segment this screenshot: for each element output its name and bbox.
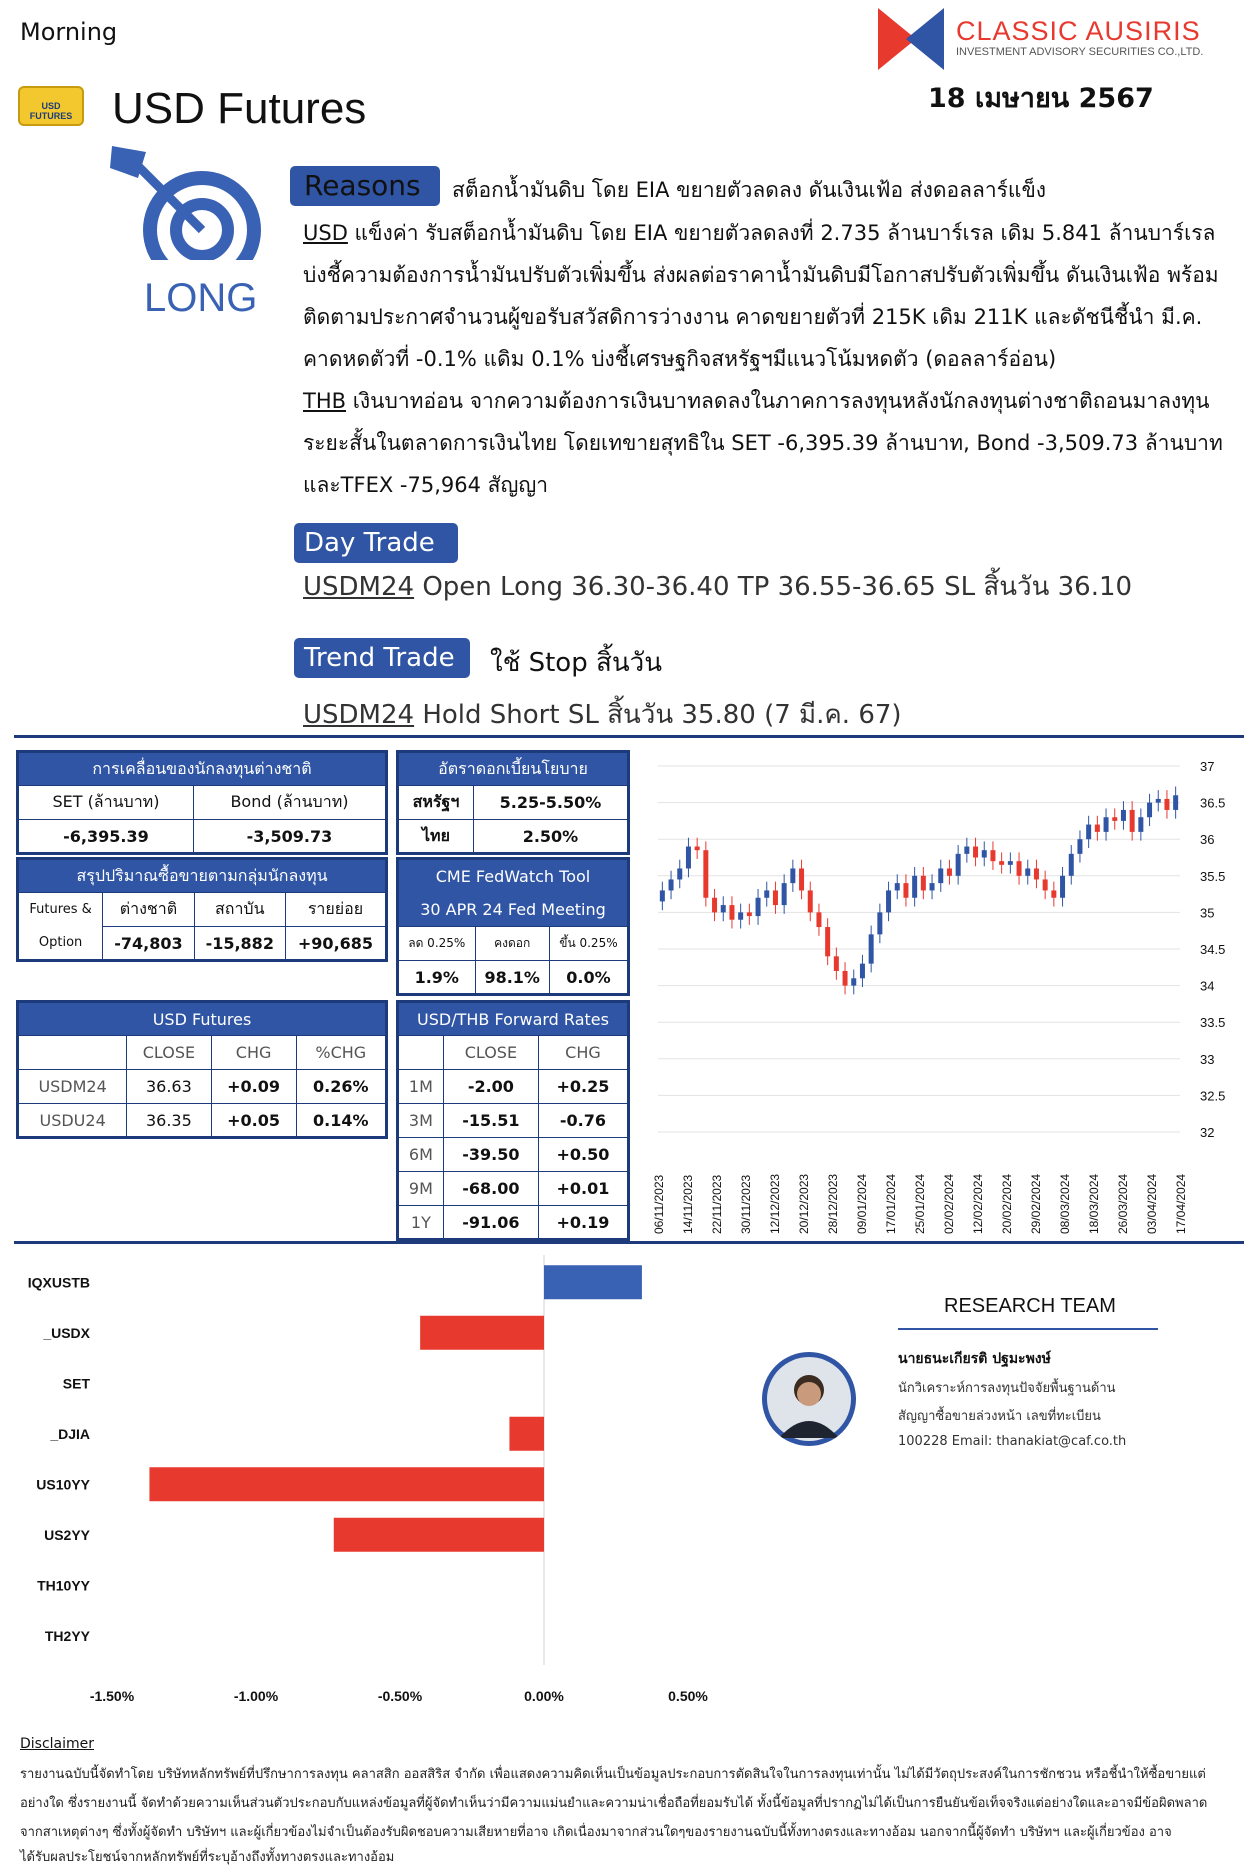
candle-body [1069,854,1074,876]
foreign-flow-set: -6,395.39 [18,820,194,854]
bar [420,1316,544,1350]
candle-body [712,898,717,913]
forward-title: USD/THB Forward Rates [398,1002,629,1036]
thb-reason-line3: และTFEX -75,964 สัญญา [303,473,549,497]
y-tick-label: 33.5 [1200,1015,1226,1031]
forward-tenor: 6M [398,1138,444,1172]
candle-body [1051,890,1056,897]
usd-futures-pct: 0.26% [296,1070,386,1104]
candle-body [877,912,882,934]
category-label: _DJIA [50,1425,90,1442]
category-label: IQXUSTB [27,1274,90,1291]
x-tick-label: 0.50% [668,1688,708,1704]
x-tick-label: 26/03/2024 [1116,1173,1130,1234]
usd-futures-col-close: CLOSE [127,1036,211,1070]
candle-body [843,971,848,986]
thb-reason-line1 [303,380,1209,422]
analyst-avatar [762,1352,856,1446]
candle-body [1095,825,1100,832]
y-tick-label: 33 [1200,1051,1215,1067]
investor-col-inst: สถาบัน [194,893,285,927]
x-tick-label: 14/11/2023 [681,1174,695,1234]
table-row [18,1104,387,1138]
usd-futures-col-chg: CHG [211,1036,296,1070]
investor-col-foreign: ต่างชาติ [103,893,194,927]
y-tick-label: 37 [1200,759,1215,774]
candle-body [999,861,1004,865]
forward-rates-table [396,1000,630,1241]
trend-trade-note: ใช้ Stop สิ้นวัน [490,648,662,678]
forward-tenor: 1M [398,1070,444,1104]
target-icon [92,142,282,282]
x-tick-label: 17/04/2024 [1174,1173,1188,1234]
thb-key: THB [303,389,347,413]
usd-futures-chg: +0.09 [211,1070,296,1104]
usd-futures-sym: USDM24 [18,1070,127,1104]
candle-body [956,854,961,876]
analyst-contact: 100228 Email: thanakiat@caf.co.th [898,1434,1127,1449]
x-tick-label: 08/03/2024 [1058,1173,1072,1234]
candle-body [912,876,917,898]
disclaimer-line4: ได้รับผลประโยชน์จากหลักทรัพย์ที่ระบุอ้างถึงทั้งทางตรงและทางอ้อม [20,1850,395,1865]
usd-reason-line1 [303,212,1215,254]
usd-futures-sym: USDU24 [18,1104,127,1138]
candle-body [1112,817,1117,821]
y-tick-label: 36.5 [1200,795,1226,811]
candle-body [782,883,787,905]
x-tick-label: 20/02/2024 [1000,1173,1014,1234]
forward-tenor: 3M [398,1104,444,1138]
investor-summary-title: สรุปปริมาณซื้อขายตามกลุ่มนักลงทุน [18,859,387,893]
usd-futures-title: USD Futures [18,1002,387,1036]
category-label: US2YY [44,1526,90,1543]
x-tick-label: -1.00% [233,1688,279,1704]
foreign-flow-col-bond: Bond (ล้านบาท) [193,786,386,820]
research-underline [898,1328,1158,1330]
foreign-flow-table [16,750,388,855]
investor-foreign: -74,803 [103,927,194,961]
forward-close: -15.51 [443,1104,538,1138]
foreign-flow-col-set: SET (ล้านบาท) [18,786,194,820]
reasons-headline: สต็อกน้ำมันดิบ โดย EIA ขยายตัวลดลง ดันเงินเฟ้อ ส่งดอลลาร์แข็ง [452,178,1047,202]
candle-body [695,847,700,851]
table-row [398,1172,629,1206]
fedwatch-col-hold: คงดอก [475,927,549,961]
candle-body [825,927,830,956]
fedwatch-col-cut: ลด 0.25% [398,927,476,961]
foreign-flow-bond: -3,509.73 [193,820,386,854]
y-tick-label: 36 [1200,832,1215,848]
day-trade-line [303,566,1132,607]
candle-body [1077,839,1082,854]
forward-chg: +0.19 [538,1206,628,1240]
x-tick-label: -1.50% [89,1688,135,1704]
forward-chg: +0.25 [538,1070,628,1104]
candle-body [903,883,908,898]
usd-futures-close: 36.35 [127,1104,211,1138]
candle-body [1043,879,1048,890]
bar [149,1467,544,1501]
x-tick-label: 12/02/2024 [971,1173,985,1234]
candle-body [808,890,813,912]
x-tick-label: 02/02/2024 [942,1173,956,1234]
x-tick-label: 17/01/2024 [884,1173,898,1234]
day-trade-text: Open Long 36.30-36.40 TP 36.55-36.65 SL สิ้นวัน 36.10 [414,572,1133,602]
x-tick-label: 28/12/2023 [826,1173,840,1234]
x-tick-label: 06/11/2023 [652,1174,666,1234]
bar [334,1518,544,1552]
foreign-flow-title: การเคลื่อนของนักลงทุนต่างชาติ [18,752,387,786]
policy-rate-us-label: สหรัฐฯ [398,786,474,820]
candle-body [764,890,769,897]
table-row [398,1206,629,1240]
day-trade-symbol: USDM24 [303,572,415,602]
candle-body [1121,810,1126,821]
usd-futures-logo [18,86,84,126]
usd-futures-pct: 0.14% [296,1104,386,1138]
morning-label: Morning [20,18,118,46]
bar [544,1265,642,1299]
divider-top [14,735,1244,738]
usd-text-1: แข็งค่า รับสต็อกน้ำมันดิบ โดย EIA ขยายตัวลดลงที่ 2.735 ล้านบาร์เรล เดิม 5.841 ล้านบาร์เรล [347,221,1216,245]
candle-body [1017,861,1022,876]
candle-body [886,890,891,912]
table-row [18,1070,387,1104]
policy-rate-title: อัตราดอกเบี้ยนโยบาย [398,752,629,786]
candle-body [790,868,795,883]
disclaimer-title: Disclaimer [20,1736,95,1752]
candle-body [860,964,865,979]
usd-key: USD [303,221,348,245]
forward-chg: -0.76 [538,1104,628,1138]
candle-body [964,847,969,854]
candle-body [703,850,708,898]
investor-row-label-2: Option [18,927,103,961]
candle-body [756,898,761,916]
forward-chg: +0.50 [538,1138,628,1172]
candle-body [990,850,995,861]
category-label: SET [62,1375,90,1392]
candle-body [1025,868,1030,875]
x-tick-label: 22/11/2023 [710,1174,724,1234]
trend-trade-line [303,694,902,735]
x-tick-label: 25/01/2024 [913,1173,927,1234]
person-icon [762,1352,856,1446]
usdthb-candlestick-chart [650,748,1250,1238]
y-tick-label: 32.5 [1200,1088,1226,1104]
forward-tenor: 9M [398,1172,444,1206]
investor-row-label-1: Futures & [18,893,103,927]
candle-body [738,912,743,919]
y-tick-label: 32 [1200,1125,1215,1140]
candle-body [1130,810,1135,832]
brand-logo [876,6,946,72]
analyst-role: นักวิเคราะห์การลงทุนปัจจัยพื้นฐานด้าน [898,1381,1116,1396]
category-label: TH2YY [44,1627,90,1644]
analyst-name: นายธนะเกียรติ ปฐมะพงษ์ [898,1351,1051,1367]
candle-body [1173,795,1178,810]
page-title: USD Futures [112,84,367,133]
thb-reason-line2: ระยะสั้นในตลาดการเงินไทย โดยเทขายสุทธิใน SET -6,395.39 ล้านบาท, Bond -3,509.73 ล้านบาท [303,431,1223,455]
fedwatch-col-hike: ขึ้น 0.25% [549,927,628,961]
investor-inst: -15,882 [194,927,285,961]
candle-body [947,868,952,875]
candle-body [669,879,674,890]
brand-subtitle: INVESTMENT ADVISORY SECURITIES CO.,LTD. [956,46,1204,58]
candle-body [973,847,978,858]
candle-body [869,934,874,963]
candle-body [686,847,691,869]
trend-trade-symbol: USDM24 [303,700,415,730]
table-row [398,1138,629,1172]
fedwatch-cut: 1.9% [398,961,476,995]
candle-body [1104,817,1109,832]
candle-body [660,890,665,901]
candle-body [938,868,943,883]
y-tick-label: 34.5 [1200,942,1226,957]
bar [509,1417,544,1451]
investor-retail: +90,685 [285,927,386,961]
candle-body [1060,876,1065,898]
candle-body [921,876,926,891]
forward-col-close: CLOSE [443,1036,538,1070]
candle-body [1138,817,1143,832]
candle-body [816,912,821,927]
forward-col-blank [398,1036,444,1070]
x-tick-label: 09/01/2024 [855,1173,869,1234]
y-tick-label: 35.5 [1200,868,1226,884]
trend-trade-text: Hold Short SL สิ้นวัน 35.80 (7 มี.ค. 67) [414,700,902,730]
fedwatch-hold: 98.1% [475,961,549,995]
fedwatch-hike: 0.0% [549,961,628,995]
investor-col-retail: รายย่อย [285,893,386,927]
usd-reason-line3: ติดตามประกาศจำนวนผู้ขอรับสวัสดิการว่างงาน คาดขยายตัวที่ 215K เดิม 211K และดัชนีชี้นำ มี.ค. [303,305,1203,329]
thb-text-1: เงินบาทอ่อน จากความต้องการเงินบาทลดลงในภาคการลงทุนหลังนักลงทุนต่างชาติถอนมาลงทุน [346,389,1210,413]
candle-body [721,905,726,912]
fedwatch-meeting: 30 APR 24 Fed Meeting [398,893,629,927]
brand-logo-icon [876,6,946,72]
fedwatch-title: CME FedWatch Tool [398,859,629,893]
candle-body [834,956,839,971]
analyst-license: สัญญาซื้อขายล่วงหน้า เลขที่ทะเบียน [898,1409,1101,1424]
candle-body [799,868,804,890]
reasons-tag: Reasons [290,166,440,206]
x-tick-label: 18/03/2024 [1087,1173,1101,1234]
research-title: RESEARCH TEAM [944,1295,1116,1317]
x-tick-label: 29/02/2024 [1029,1173,1043,1234]
brand-name: CLASSIC AUSIRIS [956,16,1201,46]
report-date: 18 เมษายน 2567 [928,83,1154,114]
candle-body [729,905,734,920]
x-tick-label: 30/11/2023 [739,1174,753,1234]
x-tick-label: 20/12/2023 [797,1173,811,1234]
forward-close: -68.00 [443,1172,538,1206]
forward-tenor: 1Y [398,1206,444,1240]
forward-close: -91.06 [443,1206,538,1240]
policy-rate-th-label: ไทย [398,820,474,854]
candle-body [1156,799,1161,803]
x-tick-label: 03/04/2024 [1145,1173,1159,1234]
disclaimer-line2: อย่างใด ซึ่งรายงานนี้ จัดทำด้วยความเห็นส่วนตัวประกอบกับแหล่งข้อมูลที่ผู้จัดทำเห็นว่ามีความแม่นยำและความน่าเชื่อถือที่ยอมรับได้ ทั้งนี้ข้อมูลที่ปรากฏไม่ได้เป็นการยืนยันข้อเท็จจริงแต่อย่างใดและอาจมีข้อผิดพลาด [20,1796,1208,1811]
trend-trade-tag: Trend Trade [294,638,470,678]
forward-close: -2.00 [443,1070,538,1104]
candle-body [677,868,682,879]
usd-futures-table [16,1000,388,1139]
x-tick-label: -0.50% [377,1688,423,1704]
usd-reason-line2: บ่งชี้ความต้องการน้ำมันปรับตัวเพิ่มขึ้น ส่งผลต่อราคาน้ำมันดิบมีโอกาสปรับตัวเพิ่มขึ้น ดันเงินเฟ้อ พร้อม [303,263,1219,287]
forward-col-chg: CHG [538,1036,628,1070]
candle-body [773,890,778,905]
category-label: US10YY [36,1476,90,1493]
signal-label: LONG [144,276,258,320]
category-label: TH10YY [37,1577,90,1594]
table-row [398,1104,629,1138]
y-tick-label: 35 [1200,905,1215,921]
category-label: _USDX [43,1324,90,1341]
usd-futures-col-pct: %CHG [296,1036,386,1070]
candle-body [1147,803,1152,818]
candle-body [1164,799,1169,810]
day-trade-tag: Day Trade [294,523,458,563]
forward-chg: +0.01 [538,1172,628,1206]
candle-body [895,883,900,890]
disclaimer-line1: รายงานฉบับนี้จัดทำโดย บริษัทหลักทรัพย์ที่ปรึกษาการลงทุน คลาสสิก ออสสิริส จำกัด เพื่อแสดงความคิดเห็นเป็นข้อมูลประกอบการตัดสินใจในการลงทุนเท่านั้น ไม่ได้มีวัตถุประสงค์ในการชักชวน หรือชี้นำให้ซื้อขายแต่ [20,1767,1206,1782]
policy-rate-us: 5.25-5.50% [473,786,628,820]
disclaimer-line3: จากสาเหตุต่างๆ ซึ่งทั้งผู้จัดทำ บริษัทฯ และผู้เกี่ยวข้องไม่จำเป็นต้องรับผิดชอบความเสียหายที่อาจ เกิดเนื่องมาจากส่วนใดๆของรายงานฉบับนี้ทั้งทางตรงและทางอ้อม นอกจากนี้ผู้จัดทำ บริษัทฯ และผู้เกี่ยวข้อง อาจ [20,1825,1172,1840]
candle-body [982,850,987,857]
usd-reason-line4: คาดหดตัวที่ -0.1% แดิม 0.1% บ่งชี้เศรษฐกิจสหรัฐฯมีแนวโน้มหดตัว (ดอลลาร์อ่อน) [303,347,1057,371]
table-row [398,1070,629,1104]
market-change-bar-chart [0,1255,740,1715]
usd-futures-logo-text: USD FUTURES [29,101,73,121]
y-tick-label: 34 [1200,978,1215,994]
policy-rate-th: 2.50% [473,820,628,854]
candle-body [1008,861,1013,865]
divider-mid [14,1241,1244,1244]
x-tick-label: 0.00% [524,1688,564,1704]
candle-body [747,912,752,916]
usd-futures-col-blank [18,1036,127,1070]
investor-summary-table [16,857,388,962]
candle-body [1086,825,1091,840]
candle-body [930,883,935,890]
candle-body [1034,868,1039,879]
usd-futures-chg: +0.05 [211,1104,296,1138]
fedwatch-table [396,857,630,996]
usd-futures-close: 36.63 [127,1070,211,1104]
candle-body [851,978,856,985]
x-tick-label: 12/12/2023 [768,1173,782,1234]
policy-rate-table [396,750,630,855]
forward-close: -39.50 [443,1138,538,1172]
